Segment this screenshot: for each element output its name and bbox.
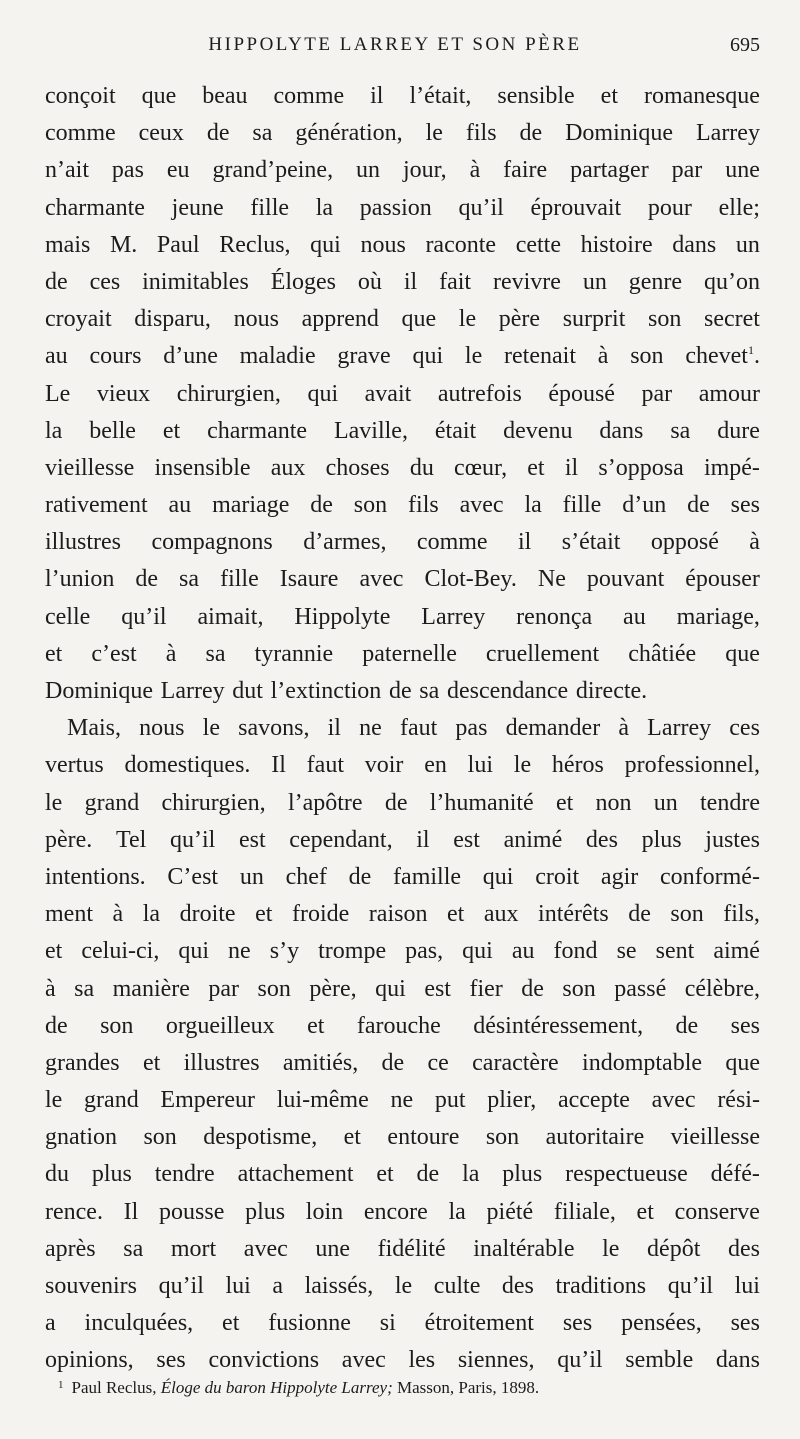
text-line: conçoit que beau comme il l’était, sensible et romanesque (45, 83, 760, 109)
text-line: mais M. Paul Reclus, qui nous raconte cette histoire dans un (45, 231, 760, 258)
page-number: 695 (730, 34, 760, 56)
text-line: grandes et illustres amitiés, de ce caractère indomptable que (45, 1049, 760, 1076)
text-line: après sa mort avec une fidélité inaltérable le dépôt des (45, 1235, 760, 1262)
footnote-author: Paul Reclus, (71, 1378, 157, 1397)
footnote-marker: 1 (58, 1379, 64, 1391)
text-line: de son orgueilleux et farouche désintéressement, de ses (45, 1012, 760, 1039)
text-line: vertus domestiques. Il faut voir en lui le héros professionnel, (45, 752, 760, 779)
text-line: charmante jeune fille la passion qu’il éprouvait pour elle; (45, 194, 760, 221)
running-header (0, 34, 800, 64)
text-line: ment à la droite et froide raison et aux intérêts de son fils, (45, 901, 760, 928)
text-line: et c’est à sa tyrannie paternelle cruellement châtiée que (45, 640, 760, 667)
text-line: croyait disparu, nous apprend que le père surprit son secret (45, 306, 760, 333)
text-line: Le vieux chirurgien, qui avait autrefois épousé par amour (45, 380, 760, 407)
body-text (45, 78, 760, 1380)
text-line: souvenirs qu’il lui a laissés, le culte des traditions qu’il lui (45, 1273, 760, 1299)
text-line: le grand Empereur lui-même ne put plier, accepte avec rési- (45, 1087, 760, 1114)
text-line: rativement au mariage de son fils avec la fille d’un de ses (45, 492, 760, 519)
text-line: à sa manière par son père, qui est fier de son passé célèbre, (45, 975, 760, 1002)
text-line: et celui-ci, qui ne s’y trompe pas, qui au fond se sent aimé (45, 938, 760, 965)
text-line: du plus tendre attachement et de la plus respectueuse défé- (45, 1161, 760, 1188)
text-line: au cours d’une maladie grave qui le retenait à son chevet$^1$. (45, 343, 760, 370)
text-line: n’ait pas eu grand’peine, un jour, à faire partager par une (45, 157, 760, 184)
text-line: a inculquées, et fusionne si étroitement ses pensées, ses (45, 1310, 760, 1337)
footnote-reference: 1 (747, 343, 754, 358)
text-line: père. Tel qu’il est cependant, il est animé des plus justes (45, 826, 760, 853)
text-line: le grand chirurgien, l’apôtre de l’humanité et non un tendre (45, 789, 760, 816)
text-line: la belle et charmante Laville, était devenu dans sa dure (45, 417, 760, 444)
text-line: Dominique Larrey dut l’extinction de sa descendance directe. (45, 678, 648, 704)
text-line: illustres compagnons d’armes, comme il s’était opposé à (45, 529, 760, 556)
footnote (58, 1378, 758, 1398)
text-line: vieillesse insensible aux choses du cœur, et il s’opposa impé- (45, 454, 760, 481)
text-line: opinions, ses convictions avec les siennes, qu’il semble dans (45, 1347, 760, 1374)
text-line: gnation son despotisme, et entoure son autoritaire vieillesse (45, 1124, 760, 1151)
text-line: intentions. C’est un chef de famille qui croit agir conformé- (45, 863, 760, 890)
text-line: comme ceux de sa génération, le fils de Dominique Larrey (45, 120, 760, 147)
text-line: de ces inimitables Éloges où il fait revivre un genre qu’on (45, 268, 760, 295)
running-title: HIPPOLYTE LARREY ET SON PÈRE (208, 34, 582, 55)
text-line: celle qu’il aimait, Hippolyte Larrey renonça au mariage, (45, 603, 760, 630)
text-line: Mais, nous le savons, il ne faut pas demander à Larrey ces (67, 715, 760, 742)
text-line: rence. Il pousse plus loin encore la piété filiale, et conserve (45, 1198, 760, 1225)
footnote-work-title: Éloge du baron Hippolyte Larrey; (160, 1378, 393, 1397)
text-line: l’union de sa fille Isaure avec Clot-Bey. Ne pouvant épouser (45, 566, 760, 593)
footnote-publication: Masson, Paris, 1898. (396, 1378, 540, 1397)
